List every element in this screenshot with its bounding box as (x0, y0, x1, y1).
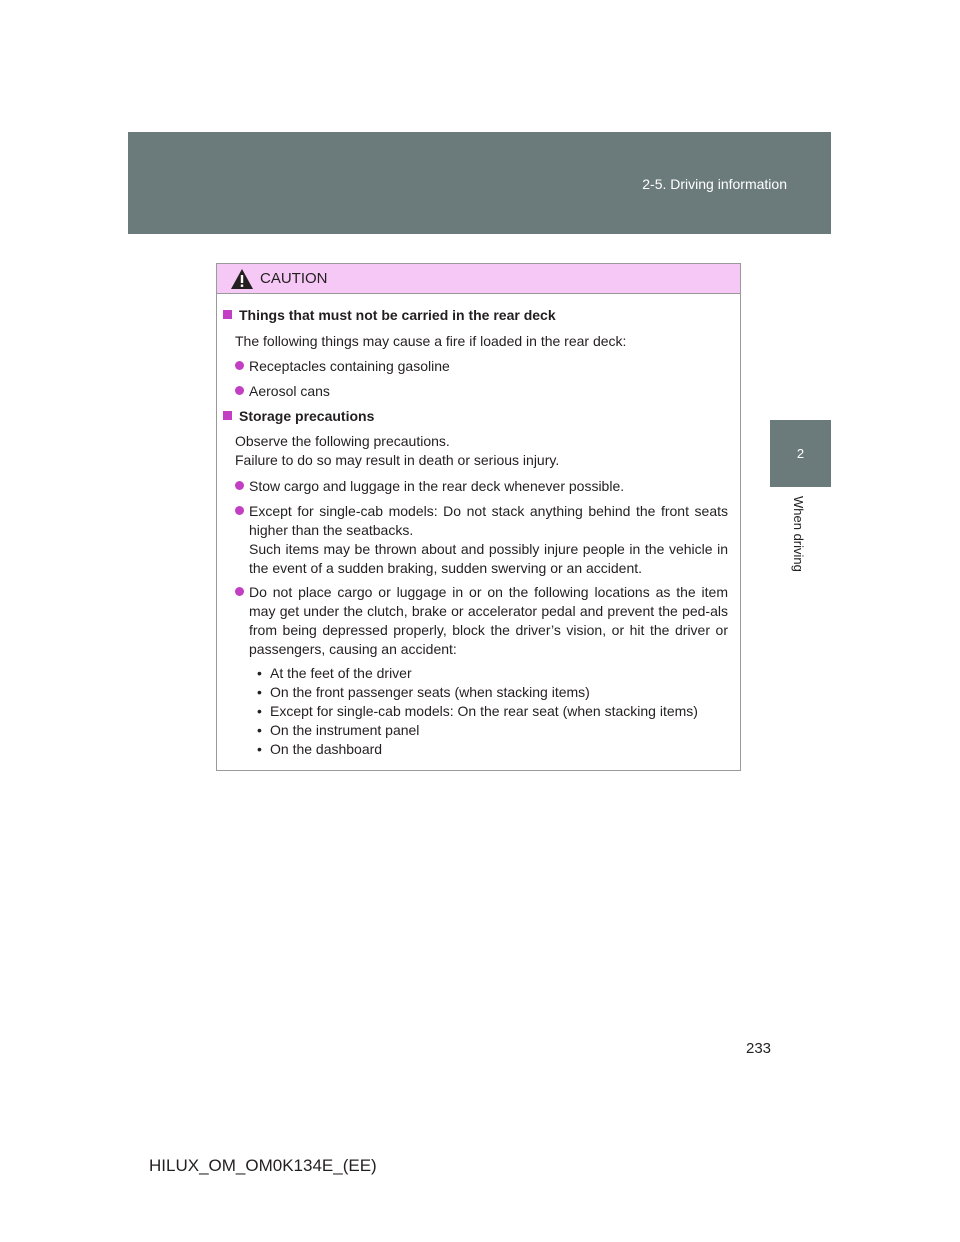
intro-rear-deck: The following things may cause a fire if loaded in the rear deck: (235, 333, 627, 349)
heading-storage: Storage precautions (239, 408, 375, 424)
caution-header (217, 264, 740, 294)
location-item: • On the dashboard (257, 740, 728, 759)
caution-box (216, 263, 741, 771)
chapter-tab (770, 420, 831, 487)
section-title: 2-5. Driving information (642, 176, 787, 192)
warning-icon (230, 268, 254, 290)
intro-storage-1: Observe the following precautions. (235, 433, 450, 449)
bullet-gasoline: Receptacles containing gasoline (249, 357, 728, 376)
location-item: • On the instrument panel (257, 721, 728, 740)
chapter-number: 2 (796, 446, 805, 461)
location-item: • On the front passenger seats (when stacking items) (257, 683, 728, 702)
location-item: • At the feet of the driver (257, 664, 728, 683)
single-cab-text-2: Such items may be thrown about and possibly injure people in the vehicle in the event of a sudden braking, sudden swerving or an accident. (249, 541, 728, 576)
locations-list (257, 664, 728, 759)
bullet-aerosol: Aerosol cans (249, 382, 728, 401)
header-band (128, 132, 831, 234)
intro-storage-2: Failure to do so may result in death or serious injury. (235, 452, 560, 468)
heading-rear-deck: Things that must not be carried in the rear deck (239, 307, 556, 323)
caution-title: CAUTION (260, 270, 328, 287)
page-number: 233 (746, 1040, 772, 1057)
chapter-label: When driving (791, 496, 806, 572)
bullet-do-not-place: Do not place cargo or luggage in or on the following locations as the item may get under the clutch, brake or accelerator pedal and prevent the ped-als from being depressed properly, block the driver’s vision, or hit the driver or passengers, causing an accident: (249, 584, 728, 657)
single-cab-text-1: Except for single-cab models: Do not stack anything behind the front seats higher than the seatbacks. (249, 503, 728, 538)
document-code: HILUX_OM_OM0K134E_(EE) (149, 1156, 377, 1175)
bullet-single-cab (249, 502, 728, 578)
bullet-stow-cargo: Stow cargo and luggage in the rear deck whenever possible. (249, 477, 728, 496)
location-item: • Except for single-cab models: On the rear seat (when stacking items) (257, 702, 728, 721)
